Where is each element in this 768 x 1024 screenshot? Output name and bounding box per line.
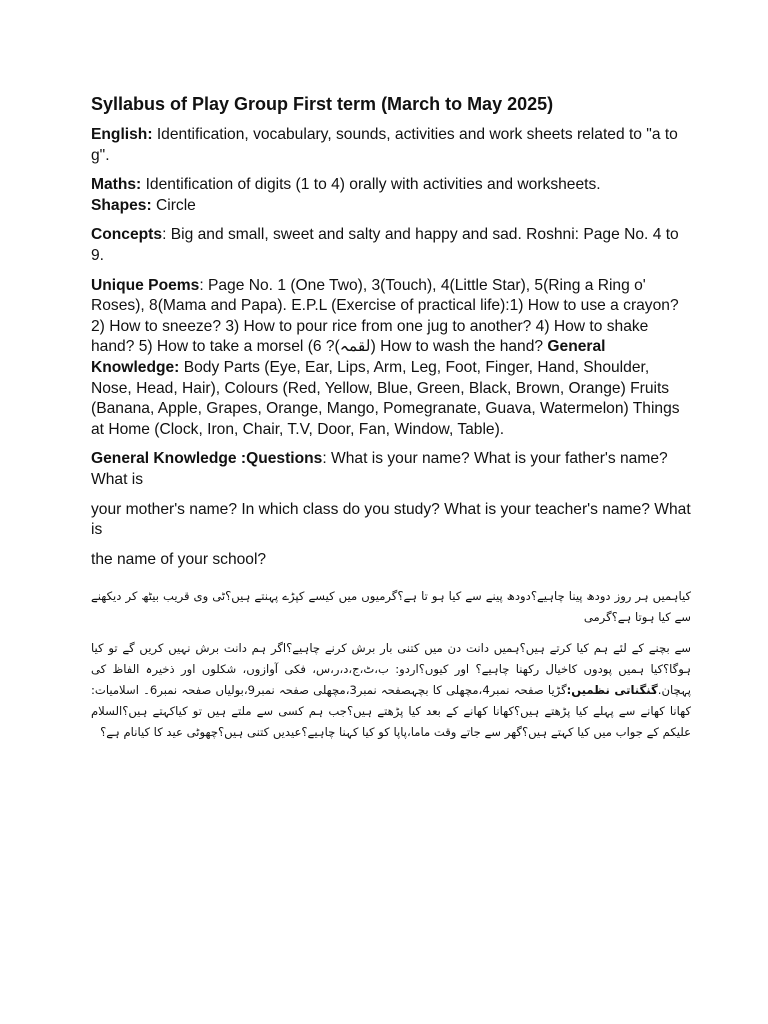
maths-text: Identification of digits (1 to 4) orally with activities and worksheets. bbox=[141, 176, 601, 194]
concepts-text: : Big and small, sweet and salty and happy and sad. Roshni: Page No. 4 to 9. bbox=[91, 226, 679, 264]
syllabus-document bbox=[91, 92, 691, 743]
general-knowledge-label: General Knowledge: bbox=[91, 338, 606, 376]
maths-section bbox=[91, 175, 691, 216]
gk-questions-line-2: your mother's name? In which class do you study? What is your teacher's name? What is bbox=[91, 500, 691, 539]
concepts-label: Concepts bbox=[91, 226, 163, 244]
english-section bbox=[91, 125, 691, 166]
urdu-paragraph-2 bbox=[91, 638, 691, 743]
poems-label: Unique Poems bbox=[91, 276, 200, 294]
shapes-label: Shapes: bbox=[91, 196, 152, 214]
gk-questions-section bbox=[91, 449, 691, 490]
urdu-text-part-1: سے بچنے کے لئے ہم کیا کرتے ہیں؟ہمیں دانت دن میں کتنی بار برش کرنے چاہیے؟اگر ہم دانت برش نہیں کریں گے تو کیا ہوگا؟کیا ہمیں پودوں کاخیال رکھنا چاہیے؟ اور کیوں؟اردو: ب،ٹ،ج،د،ر،س، فکی آوازوں، شکلوں اور ذخیرہ الفاظ کی پہچان. bbox=[91, 641, 692, 698]
shapes-text: Circle bbox=[151, 196, 196, 214]
maths-label: Maths: bbox=[91, 176, 142, 194]
poems-text: : Page No. 1 (One Two), 3(Touch), 4(Little Star), 5(Ring a Ring o' Roses), 8(Mama and Papa). E.P.L (Exercise of practical life):1) How to use a crayon? 2) How to sneeze? 3) How to pour rice from one jug to another? 4) How to shake hand? 5) How to take a morsel (6 ?(لقمہ) How to wash the hand? bbox=[91, 276, 679, 356]
gk-questions-label: General Knowledge :Questions bbox=[91, 450, 323, 468]
gk-questions-line-3: the name of your school? bbox=[91, 550, 267, 568]
english-text: Identification, vocabulary, sounds, activities and work sheets related to "a to g". bbox=[91, 126, 678, 164]
concepts-section bbox=[91, 225, 691, 266]
document-title: Syllabus of Play Group First term (March to May 2025) bbox=[91, 94, 554, 114]
general-knowledge-text: Body Parts (Eye, Ear, Lips, Arm, Leg, Foot, Finger, Hand, Shoulder, Nose, Head, Hair), Colours (Red, Yellow, Blue, Green, Black, Brown, Orange) Fruits (Banana, Apple, Grapes, Orange, Mango, Pomegranate, Guava, Watermelon) Things at Home (Clock, Iron, Chair, T.V, Door, Fan, Window, Table). bbox=[91, 358, 680, 438]
gk-questions-text: : What is your name? What is your father's name? What is bbox=[91, 450, 668, 488]
urdu-poems-label: گنگناتی نظمیں: bbox=[566, 683, 658, 698]
poems-section bbox=[91, 276, 691, 441]
english-label: English: bbox=[91, 126, 153, 143]
urdu-text-part-2: گڑیا صفحہ نمبر4،مچھلی کا بچہصفحہ نمبر3،مچھلی صفحہ نمبر9،بولیاں صفحہ نمبر6۔ اسلامیات: کھانا کھانے سے پہلے کیا پڑھتے ہیں؟کھانا کھانے کے بعد کیا پڑھتے ہیں؟جب ہم کسی سے ملتے ہیں تو کیاکہتے ہیں؟السلام علیکم کے جواب میں کیا کہتے ہیں؟گھر سے جاتے وقت ماما،پاپا کو کیا کہنا چاہیے؟عیدیں کتنی ہیں؟چھوٹی عید کا کیانام ہے؟ bbox=[91, 683, 691, 740]
urdu-paragraph-1: کیاہمیں ہر روز دودھ پینا چاہیے؟دودھ پینے سے کیا ہو تا ہے؟گرمیوں میں کیسے کپڑے پہنتے ہیں؟ٹی وی قریب بیٹھ کر دیکھنے سے کیا ہوتا ہے؟گرمی bbox=[91, 589, 691, 625]
